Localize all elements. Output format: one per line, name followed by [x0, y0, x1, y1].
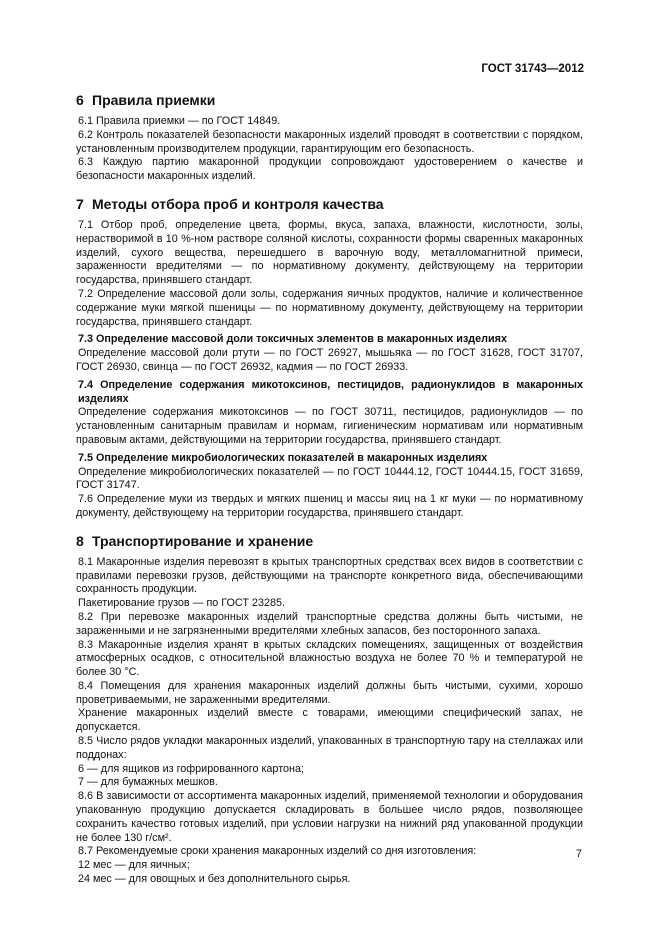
subsection-heading: 7.4 Определение содержания микотоксинов, пестицидов, радионуклидов в макаронных изделиях	[78, 378, 583, 405]
page-number: 7	[575, 848, 582, 860]
list-item: 24 мес — для овощных и без дополнительного сырья.	[78, 873, 351, 886]
section-number: 7	[76, 195, 84, 212]
paragraph: Определение массовой доли ртути — по ГОСТ 26927, мышьяка — по ГОСТ 31628, ГОСТ 31707, ГОСТ 26930, свинца — по ГОСТ 26932, кадмия — по ГОСТ 26933.	[76, 347, 583, 373]
section-title: Методы отбора проб и контроля качества	[92, 195, 384, 212]
paragraph: Пакетирование грузов — по ГОСТ 23285.	[78, 597, 285, 610]
list-item: 6 — для ящиков из гофрированного картона;	[78, 762, 304, 775]
paragraph: 6.2 Контроль показателей безопасности макаронных изделий проводят в соответствии с порядком, установленным производителем продукции, гарантирующим его безопасность.	[76, 128, 583, 155]
paragraph: Хранение макаронных изделий вместе с товарами, имеющими специфический запах, не допускается.	[76, 707, 583, 734]
page-content	[76, 92, 583, 887]
subsection-heading: 7.3 Определение массовой доли токсичных элементов в макаронных изделиях	[78, 333, 507, 346]
section-6	[76, 92, 583, 184]
paragraph: 8.4 Помещения для хранения макаронных изделий должны быть чистыми, сухими, хорошо проветриваемыми, не зараженными вредителями.	[76, 679, 583, 706]
standard-designation: ГОСТ 31743—2012	[481, 63, 584, 75]
paragraph: 7.1 Отбор проб, определение цвета, формы, вкуса, запаха, влажности, кислотности, золы, нерастворимой в 10 %-ном растворе соляной кислоты, сохранности формы сваренных макаронных изделий, сухого вещества, перешедшего в варочную воду, металломагнитной примеси, зараженности вредителями — по нормативному документу, действующему на территории государства, принявшего стандарт.	[76, 218, 583, 287]
section-title: Правила приемки	[92, 92, 216, 108]
section-number: 6	[76, 92, 84, 108]
paragraph: 7.6 Определение муки из твердых и мягких пшениц и массы яиц на 1 кг муки — по нормативному документу, действующему на территории государства, принявшего стандарт.	[76, 493, 583, 519]
section-heading	[76, 533, 583, 550]
section-title: Транспортирование и хранение	[92, 532, 314, 549]
paragraph: 8.1 Макаронные изделия перевозят в крытых транспортных средствах всех видов в соответствии с правилами перевозки грузов, действующими на транспорте конкретного вида, обеспечивающими сохранность продукции.	[76, 555, 583, 596]
section-8	[76, 533, 583, 887]
paragraph: Определение содержания микотоксинов — по ГОСТ 30711, пестицидов, радионуклидов — по установленным санитарным правилам и нормам, гигиеническим нормативам или нормативным правовым актами, действующими на территории государства, принявшего стандарт.	[76, 406, 583, 446]
paragraph: 8.7 Рекомендуемые сроки хранения макаронных изделий со дня изготовления:	[78, 845, 477, 858]
paragraph: 8.2 При перевозке макаронных изделий транспортные средства должны быть чистыми, не зараженными и не загрязненными вредителями хлебных запасов, без посторонного запаха.	[76, 610, 583, 637]
paragraph: 6.1 Правила приемки — по ГОСТ 14849.	[78, 115, 281, 127]
section-heading	[76, 196, 583, 213]
section-heading	[76, 92, 583, 109]
section-number: 8	[76, 532, 84, 549]
paragraph: 8.3 Макаронные изделия хранят в крытых складских помещениях, защищенных от воздействия атмосферных осадков, с относительной влажностью воздуха не более 70 % и температурой не более 30 °С.	[76, 638, 583, 679]
paragraph: 8.5 Число рядов укладки макаронных изделий, упакованных в транспортную тару на стеллажах или поддонах:	[76, 735, 583, 761]
list-item: 7 — для бумажных мешков.	[78, 776, 218, 789]
list-item: 12 мес — для яичных;	[78, 859, 190, 872]
section-7	[76, 196, 583, 521]
paragraph: Определение микробиологических показателей — по ГОСТ 10444.12, ГОСТ 10444.15, ГОСТ 31659, ГОСТ 31747.	[76, 465, 583, 492]
paragraph: 8.6 В зависимости от ассортимента макаронных изделий, применяемой технологии и оборудования упакованную продукцию допускается складировать в большее число рядов, позволяющее сохранить качество готовых изделий, при условии нагрузки на нижний ряд упакованной продукции не более 130 г/см².	[76, 790, 583, 844]
paragraph: 6.3 Каждую партию макаронной продукции сопровождают удостоверением о качестве и безопасности макаронных изделий.	[76, 156, 583, 183]
subsection-heading: 7.5 Определение микробиологических показателей в макаронных изделиях	[78, 451, 488, 464]
paragraph: 7.2 Определение массовой доли золы, содержания яичных продуктов, наличие и количественное содержание муки мягкой пшеницы — по нормативному документу, действующему на территории государства, принявшего стандарт.	[76, 287, 583, 328]
